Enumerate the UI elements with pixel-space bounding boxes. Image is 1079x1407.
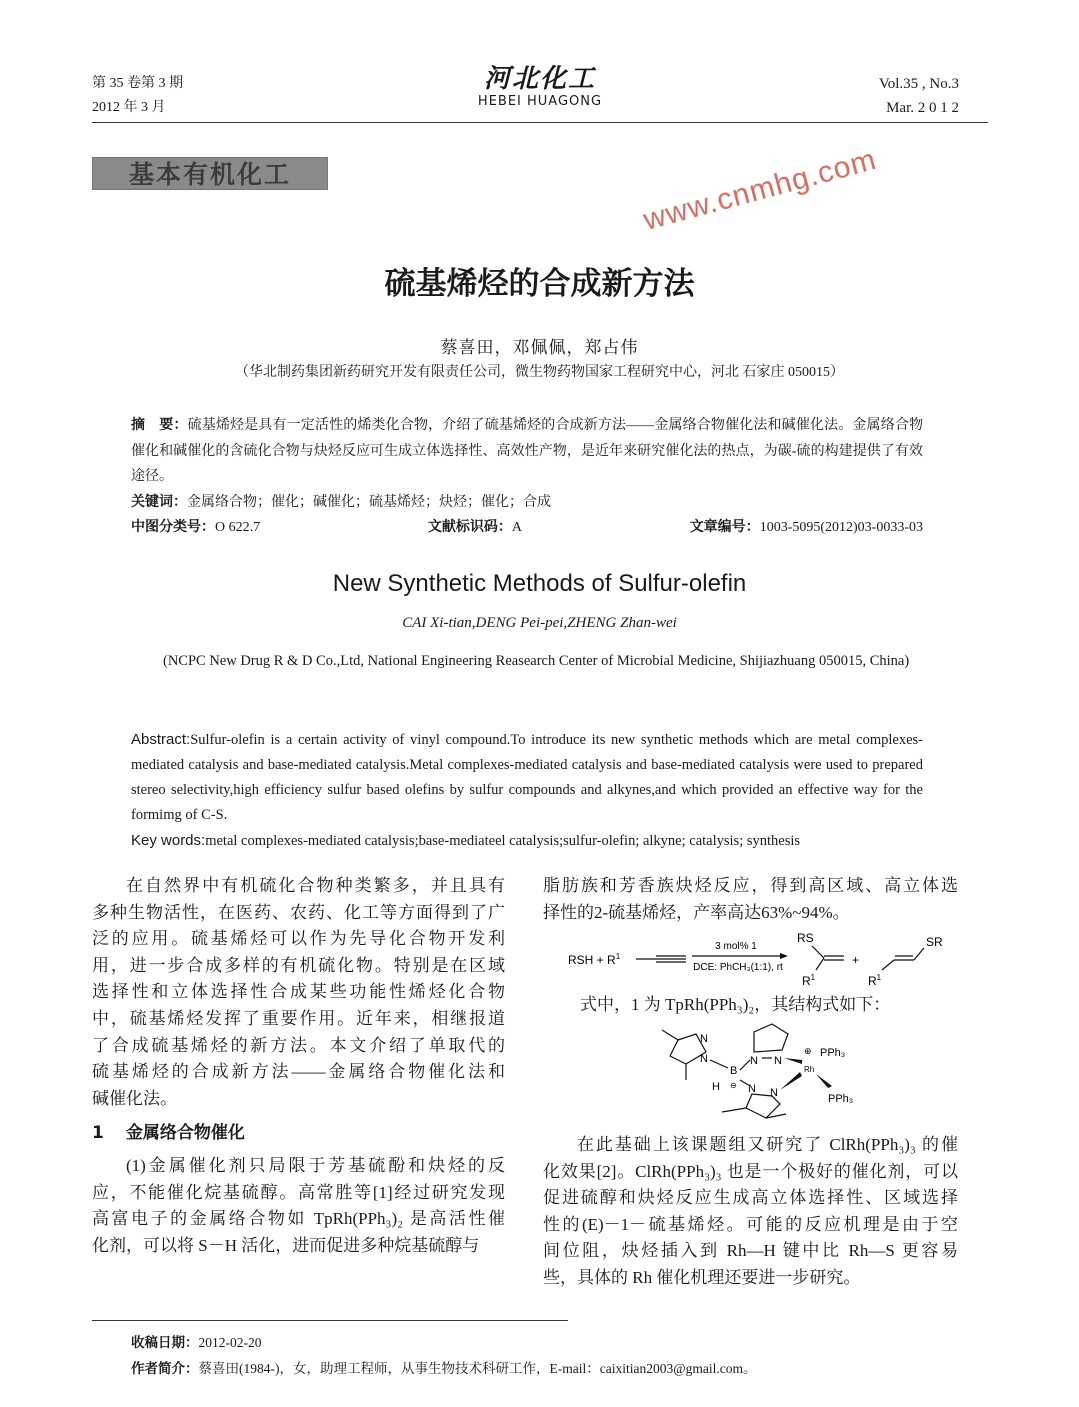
abstract-label: 摘 要： [131,417,188,433]
footnote [131,1330,757,1382]
section-title: 金属络合物催化 [125,1123,245,1144]
english-authors: CAI Xi-tian,DENG Pei-pei,ZHENG Zhan-wei [402,615,677,631]
svg-text:N: N [774,1055,782,1067]
svg-text:H: H [712,1081,720,1093]
right-column-lower [543,1132,958,1292]
svg-text:B: B [730,1065,738,1077]
reaction-scheme [560,928,960,990]
section-heading [92,1120,505,1147]
section-tag: 基本有机化工 [92,157,328,190]
english-abstract [131,727,923,854]
svg-text:PPh₃: PPh₃ [828,1093,854,1105]
text-line: 泛的应用。硫基烯烃可以作为先导化合物开发利 [92,929,505,949]
product2-sr: SR [926,935,943,949]
text-line: 高富电子的金属络合物如 TpRh(PPh₃)₂ 是高活性催 [92,1209,505,1229]
text-line: 了合成硫基烯烃的新方法。本文介绍了单取代的 [92,1035,505,1055]
date-cn: 2012 年 3 月 [92,100,166,115]
text-line: 化效果[2]。ClRh(PPh₃)₃ 也是一个极好的催化剂，可以 [543,1161,958,1181]
received-date: 2012-02-20 [198,1335,262,1350]
text-line: 应，不能催化烷基硫醇。高常胜等[1]经过研究发现 [92,1182,505,1202]
left-column [92,873,505,1259]
footnote-rule [92,1320,568,1321]
issue-cn: 第 35 卷第 3 期 [92,76,183,91]
affiliation: （华北制药集团新药研究开发有限责任公司，微生物药物国家工程研究中心，河北 石家庄 050015） [235,365,844,380]
svg-text:N: N [748,1083,756,1095]
english-affiliation: (NCPC New Drug R & D Co.,Ltd, National Engineering Reasearch Center of Microbial Medicine, Shijiazhuang 050015, China) [163,653,910,669]
plus-sign: + [852,953,860,967]
svg-text:⊖: ⊖ [730,1081,737,1090]
text-line: 用，进一步合成多样的有机硫化物。特别是在区域 [92,955,505,975]
product1-r: $R^1$ [802,973,816,988]
product1-bonds [812,946,844,970]
watermark: www.cnmhg.com [640,142,881,237]
text-line: 碱催化法。 [92,1088,177,1108]
journal-issue [92,72,183,120]
svg-text:N: N [700,1053,708,1065]
en-abstract-text: Sulfur-olefin is a certain activity of vinyl compound.To introduce its new synthetic methods which are metal complexes-mediated catalysis and base-mediated catalysis.Metal complexes-mediated catalysis and base-mediated catalysis were used to prepared stereo selectivity,high efficiency sulfur based olefins by sulfur compounds and alkynes,and which provided an effective way for the formimg of C-S. [131,732,923,823]
article-no: 1003-5095(2012)03-0033-03 [759,520,923,535]
keywords: 金属络合物；催化；碱催化；硫基烯烃；炔烃；催化；合成 [187,494,551,510]
section-number: 1 [92,1123,104,1144]
structure-labels [700,1033,853,1105]
svg-text:PPh₃: PPh₃ [820,1047,846,1059]
logo-cn: 河北化工 [483,64,596,93]
text-line: 多种生物活性，在医药、农药、化工等方面得到了广 [92,902,505,922]
header-rule [92,122,988,123]
text-line: 在自然界中有机硫化合物种类繁多，并且具有 [126,876,505,895]
wedge-bond [816,1074,832,1088]
text-line: 在此基础上该课题组又研究了 ClRh(PPh₃)₃ 的催 [577,1135,958,1154]
triple-bond [656,956,686,962]
vol-en: Vol.35 , No.3 [878,76,959,92]
doc-code: A [511,520,522,535]
author-bio-label: 作者简介： [131,1361,199,1377]
svg-text:N: N [770,1087,778,1099]
right-column [543,873,958,926]
text-line: 选择性和立体选择性合成某些功能性烯烃化合物 [92,982,505,1002]
text-line: 硫基烯烃的合成新方法——金属络合物催化法和 [92,1062,505,1082]
author-bio: 蔡喜田(1984-)，女，助理工程师，从事生物技术科研工作，E-mail：caixitian2003@gmail.com。 [198,1361,757,1376]
condition-bottom: DCE: PhCH₃(1:1), rt [693,962,783,973]
text-line: 化剂，可以将 S－H 活化，进而促进多种烷基硫醇与 [92,1235,480,1255]
arrow-head-icon [780,953,788,959]
date-en: Mar. 2 0 1 2 [886,100,959,116]
structure-caption: 式中，1 为 TpRh(PPh₃)₂，其结构式如下： [580,995,891,1014]
tprh-structure [650,1022,870,1122]
abstract-cn [131,413,923,541]
product2-bonds [882,948,924,970]
text-line: 脂肪族和芳香族炔烃反应，得到高区域、高立体选 [543,876,958,895]
paragraph-1 [92,1153,505,1259]
text-line: (1)金属催化剂只局限于芳基硫酚和炔烃的反 [126,1155,505,1175]
paragraph-continued [543,873,958,926]
intro-paragraph [92,873,505,1112]
structure-bonds [662,1024,788,1118]
abstract-text: 硫基烯烃是具有一定活性的烯类化合物，介绍了硫基烯烃的合成新方法——金属络合物催化法和碱催化法。金属络合物催化和碱催化的含硫化合物与炔烃反应可生成立体选择性、高效性产物，是近年来研究催化法的热点，为碳-硫的构建提供了有效途径。 [131,418,923,484]
text-line: 些，具体的 Rh 催化机理还要进一步研究。 [543,1267,861,1287]
doc-code-label: 文献标识码： [427,519,512,535]
text-line: 择性的2-硫基烯烃，产率高达63%~94%。 [543,902,850,922]
reactants: RSH + $R^1$ [568,952,621,967]
wedge-bond [780,1072,802,1090]
journal-volume [879,72,959,120]
svg-text:N: N [750,1055,758,1067]
text-line: 间位阻，炔烃插入到 Rh—H 键中比 Rh—S 更容易 [543,1241,958,1261]
page-title: 硫基烯烃的合成新方法 [384,266,695,302]
paragraph-2 [543,1132,958,1292]
en-keywords-label: Key words: [131,832,206,849]
wedge-bond [784,1058,802,1064]
en-keywords: metal complexes-mediated catalysis;base-mediateel catalysis;sulfur-olefin; alkyne; catalysis; synthesis [205,833,801,849]
journal-logo [440,64,640,109]
svg-text:⊕: ⊕ [804,1046,812,1056]
keywords-label: 关键词： [131,493,187,510]
text-line: 性的(E)－1－硫基烯烃。可能的反应机理是由于空 [543,1214,958,1234]
classification-row [131,515,923,541]
clc: O 622.7 [215,520,261,535]
text-line: 促进硫醇和炔烃反应生成高立体选择性、区域选择 [543,1188,958,1208]
product1-rs: RS [797,931,814,945]
logo-en: HEBEI HUAGONG [477,94,603,109]
article-no-label: 文章编号： [689,519,760,535]
clc-label: 中图分类号： [131,519,215,535]
product2-r: $R^1$ [868,973,882,988]
english-title: New Synthetic Methods of Sulfur-olefin [332,570,747,597]
authors: 蔡喜田，邓佩佩，郑占伟 [440,338,639,357]
text-line: 中，硫基烯烃发挥了重要作用。近年来，相继报道 [92,1008,505,1028]
condition-top: 3 mol% 1 [715,941,757,952]
svg-text:Rh: Rh [804,1065,815,1074]
en-abstract-label: Abstract: [131,731,191,748]
svg-text:N: N [700,1033,708,1045]
received-label: 收稿日期： [131,1335,199,1351]
